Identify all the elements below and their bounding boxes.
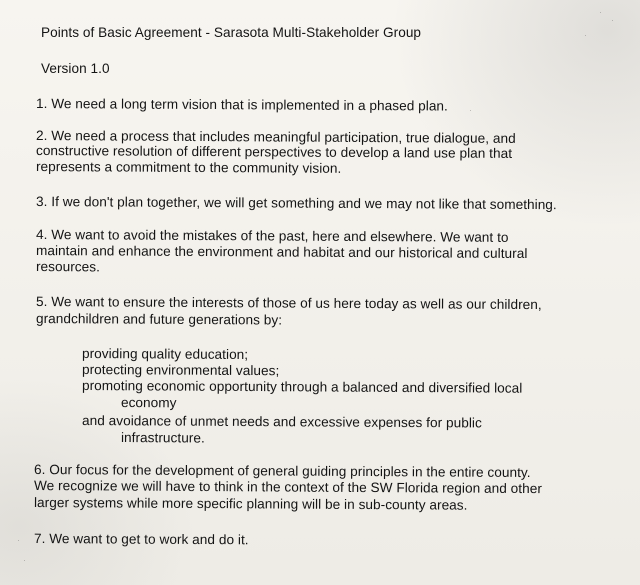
scan-speck — [585, 35, 586, 36]
scan-speck — [612, 20, 613, 21]
point-2-line-1: 2. We need a process that includes meaningful participation, true dialogue, and — [35, 128, 516, 146]
point-6-line-1: 6. Our focus for the development of general guiding principles in the entire county. — [33, 462, 531, 481]
point-3-line-1: 3. If we don't plan together, we will get something and we may not like that something. — [35, 194, 557, 213]
scan-speck — [512, 208, 513, 209]
bullet-2: protecting environmental values; — [81, 362, 280, 379]
scan-speck — [470, 110, 471, 111]
point-5-line-2: grandchildren and future generations by: — [35, 311, 283, 328]
point-2-line-3: represents a commitment to the community vision. — [35, 159, 342, 176]
scan-speck — [600, 12, 601, 13]
point-4-line-1: 4. We want to avoid the mistakes of the past, here and elsewhere. We want to — [35, 227, 509, 245]
point-6-line-3: larger systems while more specific planning will be in sub-county areas. — [33, 495, 468, 513]
bullet-1: providing quality education; — [81, 346, 249, 363]
scan-speck — [24, 560, 25, 561]
point-1-line-1: 1. We need a long term vision that is implemented in a phased plan. — [35, 96, 448, 114]
version-label: Version 1.0 — [41, 61, 110, 76]
point-5-line-1: 5. We want to ensure the interests of those of us here today as well as our children, — [35, 294, 542, 313]
bullet-4-line-2: infrastructure. — [120, 430, 205, 446]
document-title: Points of Basic Agreement - Sarasota Multi-Stakeholder Group — [41, 25, 422, 40]
point-4-line-3: resources. — [35, 259, 101, 275]
point-6-line-2: We recognize we will have to think in the context of the SW Florida region and other — [33, 478, 542, 497]
scan-speck — [18, 540, 19, 541]
bullet-4-line-1: and avoidance of unmet needs and excessive expenses for public — [81, 413, 482, 431]
point-2-line-2: constructive resolution of different perspectives to develop a land use plan that — [35, 143, 513, 161]
bullet-3-line-1: promoting economic opportunity through a balanced and diversified local — [81, 378, 523, 396]
point-7-line-1: 7. We want to get to work and do it. — [33, 531, 249, 548]
point-4-line-2: maintain and enhance the environment and habitat and our historical and cultural — [35, 243, 528, 262]
bullet-3-line-2: economy — [120, 395, 177, 411]
